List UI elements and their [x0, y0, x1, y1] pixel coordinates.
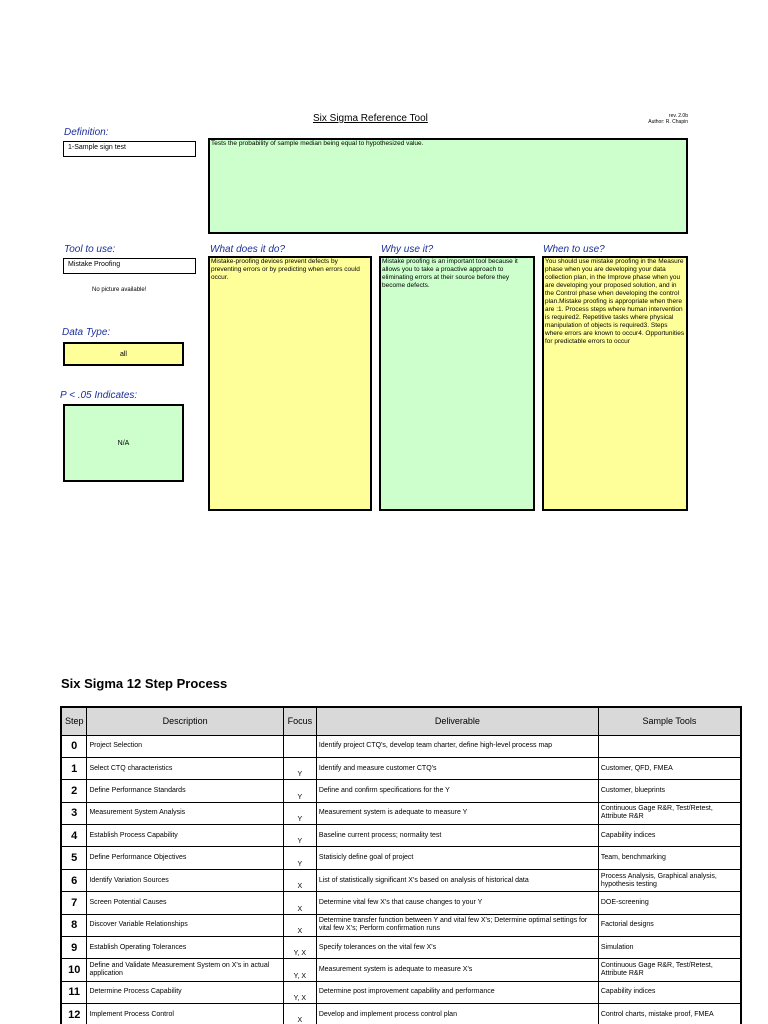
sample-tools-cell: DOE-screening: [598, 892, 741, 914]
deliverable-cell: Identify project CTQ's, develop team charter, define high-level process map: [316, 735, 598, 757]
description-cell: Select CTQ characteristics: [87, 757, 283, 779]
sample-tools-cell: Customer, QFD, FMEA: [598, 757, 741, 779]
header-description: Description: [87, 707, 283, 735]
deliverable-cell: Baseline current process; normality test: [316, 825, 598, 847]
definition-label: Definition:: [64, 127, 109, 138]
sample-tools-cell: [598, 735, 741, 757]
tool-to-use-box: Mistake Proofing: [63, 258, 196, 274]
p-value-label: P < .05 Indicates:: [60, 390, 138, 401]
what-label: What does it do?: [210, 244, 286, 255]
when-label: When to use?: [543, 244, 605, 255]
data-type-box: all: [63, 342, 184, 366]
deliverable-cell: List of statistically significant X's based on analysis of historical data: [316, 869, 598, 891]
when-panel: You should use mistake proofing in the Measure phase when you are developing your data collection plan, in the Improve phase when you are developing your proposed solution, and in the Control phase when developing the control plan.Mistake proofing is appropriate when there are :1. Process steps where human intervention is required2. Repetitive tasks where physical manipulation of objects is required3. Steps where errors are known to occur4. Opportunities for predictable errors to occur: [542, 256, 688, 511]
deliverable-cell: Define and confirm specifications for the Y: [316, 780, 598, 802]
deliverable-cell: Statisicly define goal of project: [316, 847, 598, 869]
table-row: [61, 1004, 741, 1024]
description-cell: Project Selection: [87, 735, 283, 757]
revision-info: [648, 113, 688, 125]
why-panel: Mistake proofing is an important tool because it allows you to take a proactive approach to eliminating errors at their source before they become defects.: [379, 256, 535, 511]
description-cell: Measurement System Analysis: [87, 802, 283, 824]
process-table: [60, 706, 742, 1024]
header-focus: Focus: [283, 707, 316, 735]
description-cell: Implement Process Control: [87, 1004, 283, 1024]
table-row: [61, 735, 741, 757]
focus-cell: Y, X: [283, 959, 316, 981]
sample-tools-cell: Customer, blueprints: [598, 780, 741, 802]
table-row: [61, 959, 741, 981]
description-cell: Establish Operating Tolerances: [87, 937, 283, 959]
deliverable-cell: Identify and measure customer CTQ's: [316, 757, 598, 779]
step-cell: 3: [61, 802, 87, 824]
step-cell: 6: [61, 869, 87, 891]
table-row: [61, 892, 741, 914]
deliverable-cell: Measurement system is adequate to measure X's: [316, 959, 598, 981]
deliverable-cell: Specify tolerances on the vital few X's: [316, 937, 598, 959]
focus-cell: Y: [283, 802, 316, 824]
sample-tools-cell: Capability indices: [598, 981, 741, 1003]
tool-to-use-label: Tool to use:: [64, 244, 116, 255]
focus-cell: X: [283, 869, 316, 891]
p-value-box: N/A: [63, 404, 184, 482]
step-cell: 5: [61, 847, 87, 869]
step-cell: 0: [61, 735, 87, 757]
deliverable-cell: Determine post improvement capability and performance: [316, 981, 598, 1003]
focus-cell: [283, 735, 316, 757]
description-cell: Define Performance Standards: [87, 780, 283, 802]
step-cell: 10: [61, 959, 87, 981]
description-cell: Define and Validate Measurement System on X's in actual application: [87, 959, 283, 981]
what-panel: Mistake-proofing devices prevent defects by preventing errors or by predicting when errors could occur.: [208, 256, 372, 511]
author-label: Author: R. Chapin: [648, 119, 688, 125]
deliverable-cell: Measurement system is adequate to measure Y: [316, 802, 598, 824]
description-cell: Identify Variation Sources: [87, 869, 283, 891]
focus-cell: Y: [283, 780, 316, 802]
header-sample-tools: Sample Tools: [598, 707, 741, 735]
definition-text-panel: Tests the probability of sample median being equal to hypothesized value.: [208, 138, 688, 234]
sample-tools-cell: Process Analysis, Graphical analysis, hypothesis testing: [598, 869, 741, 891]
revision-label: rev. 2.0b: [668, 113, 688, 119]
table-row: [61, 757, 741, 779]
no-picture-note: No picture available!: [92, 287, 147, 293]
focus-cell: Y, X: [283, 981, 316, 1003]
table-row: [61, 780, 741, 802]
step-cell: 11: [61, 981, 87, 1003]
data-type-label: Data Type:: [62, 327, 111, 338]
focus-cell: X: [283, 1004, 316, 1024]
table-row: [61, 981, 741, 1003]
description-cell: Screen Potential Causes: [87, 892, 283, 914]
deliverable-cell: Determine vital few X's that cause changes to your Y: [316, 892, 598, 914]
step-cell: 7: [61, 892, 87, 914]
step-cell: 12: [61, 1004, 87, 1024]
focus-cell: Y: [283, 757, 316, 779]
sample-tools-cell: Team, benchmarking: [598, 847, 741, 869]
why-label: Why use it?: [381, 244, 434, 255]
step-cell: 4: [61, 825, 87, 847]
description-cell: Establish Process Capability: [87, 825, 283, 847]
description-cell: Determine Process Capability: [87, 981, 283, 1003]
tool-name-box: 1-Sample sign test: [63, 141, 196, 157]
page-title: Six Sigma Reference Tool: [313, 113, 428, 124]
table-row: [61, 847, 741, 869]
header-deliverable: Deliverable: [316, 707, 598, 735]
description-cell: Define Performance Objectives: [87, 847, 283, 869]
sample-tools-cell: Factorial designs: [598, 914, 741, 936]
focus-cell: Y: [283, 825, 316, 847]
deliverable-cell: Develop and implement process control plan: [316, 1004, 598, 1024]
sample-tools-cell: Continuous Gage R&R, Test/Retest, Attribute R&R: [598, 959, 741, 981]
header-step: Step: [61, 707, 87, 735]
sample-tools-cell: Control charts, mistake proof, FMEA: [598, 1004, 741, 1024]
process-title: Six Sigma 12 Step Process: [61, 676, 228, 691]
table-row: [61, 869, 741, 891]
deliverable-cell: Determine transfer function between Y and vital few X's; Determine optimal settings for vital few X's; Perform confirmation runs: [316, 914, 598, 936]
table-row: [61, 914, 741, 936]
focus-cell: Y, X: [283, 937, 316, 959]
step-cell: 8: [61, 914, 87, 936]
step-cell: 2: [61, 780, 87, 802]
focus-cell: X: [283, 892, 316, 914]
description-cell: Discover Variable Relationships: [87, 914, 283, 936]
table-header-row: [61, 707, 741, 735]
step-cell: 9: [61, 937, 87, 959]
sample-tools-cell: Simulation: [598, 937, 741, 959]
table-row: [61, 825, 741, 847]
sample-tools-cell: Capability indices: [598, 825, 741, 847]
step-cell: 1: [61, 757, 87, 779]
focus-cell: Y: [283, 847, 316, 869]
focus-cell: X: [283, 914, 316, 936]
table-row: [61, 937, 741, 959]
sample-tools-cell: Continuous Gage R&R, Test/Retest, Attribute R&R: [598, 802, 741, 824]
table-row: [61, 802, 741, 824]
